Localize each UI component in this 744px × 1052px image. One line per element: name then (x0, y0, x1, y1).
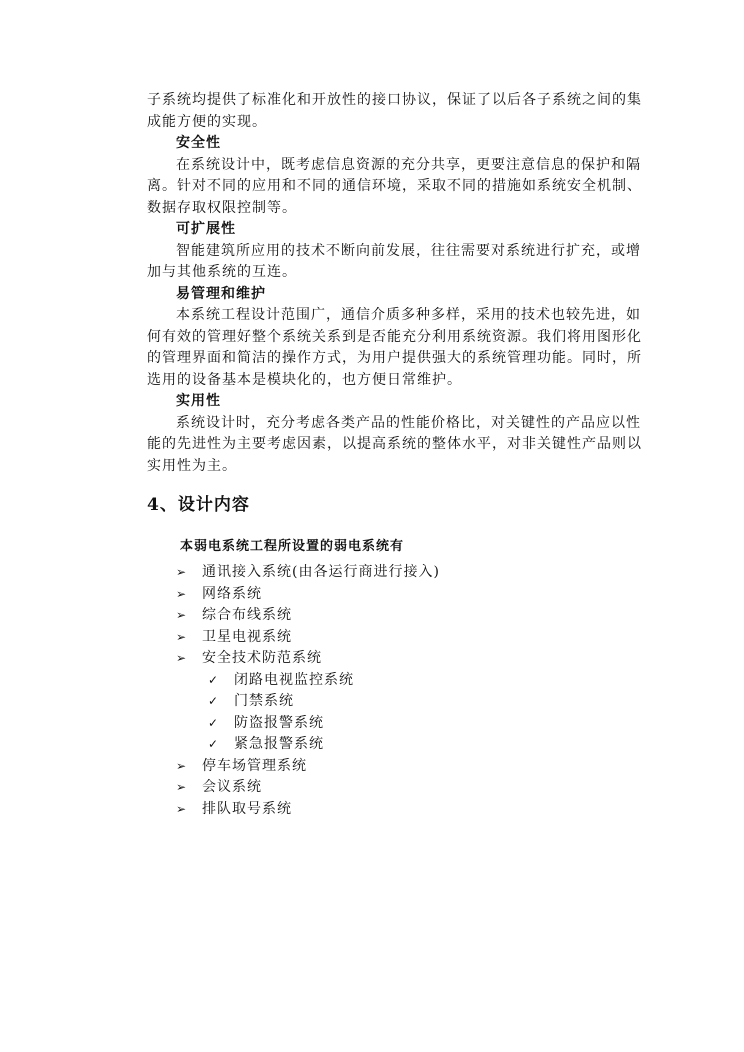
intro-line: 子系统均提供了标准化和开放性的接口协议，保证了以后各子系统之间的集 (147, 92, 642, 108)
list-item-text: 排队取号系统 (202, 800, 292, 817)
list-item (176, 627, 440, 649)
check-bullet-icon: ✓ (208, 737, 220, 751)
list-item (176, 648, 440, 670)
paragraph-line: 本系统工程设计范围广，通信介质多种多样，采用的技术也较先进，如 (176, 307, 641, 323)
arrow-bullet-icon: ➢ (176, 801, 188, 816)
list-item (176, 734, 440, 756)
list-item (176, 605, 440, 627)
paragraph-line: 的管理界面和简洁的操作方式，为用户提供强大的系统管理功能。同时，所 (147, 350, 642, 366)
section-heading-practicality: 实用性 (176, 393, 221, 409)
section-heading-security: 安全性 (176, 135, 221, 151)
check-bullet-icon: ✓ (208, 715, 220, 730)
arrow-bullet-icon: ➢ (176, 586, 188, 601)
arrow-bullet-icon: ➢ (176, 651, 188, 665)
list-item (176, 562, 440, 584)
list-item-text: 停车场管理系统 (202, 757, 307, 774)
system-list (176, 562, 440, 820)
list-item-text: 会议系统 (202, 779, 262, 795)
list-item-text: 卫星电视系统 (202, 628, 292, 645)
arrow-bullet-icon: ➢ (176, 780, 188, 794)
list-item (176, 713, 440, 735)
list-item-text: 防盗报警系统 (234, 714, 324, 731)
list-item-text: 通讯接入系统(由各运行商进行接入) (202, 564, 440, 580)
list-item (176, 670, 440, 692)
intro-line: 成能方便的实现。 (147, 113, 267, 130)
arrow-bullet-icon: ➢ (176, 608, 188, 622)
list-item (176, 777, 440, 799)
paragraph-line: 实用性为主。 (147, 457, 237, 474)
arrow-bullet-icon: ➢ (176, 758, 188, 773)
list-item (176, 691, 440, 713)
section-heading-manageability: 易管理和维护 (176, 285, 266, 302)
list-item-text: 综合布线系统 (202, 607, 292, 623)
list-item-text: 网络系统 (202, 585, 262, 602)
section-4-subtitle: 本弱电系统工程所设置的弱电系统有 (180, 539, 405, 554)
list-item (176, 799, 440, 821)
list-item-text: 紧急报警系统 (234, 736, 324, 752)
paragraph-line: 智能建筑所应用的技术不断向前发展，往往需要对系统进行扩充，或增 (176, 242, 641, 259)
document-body (147, 90, 647, 477)
list-item-text: 门禁系统 (234, 693, 294, 709)
paragraph-line: 离。针对不同的应用和不同的通信环境，采取不同的措施如系统安全机制、 (147, 178, 642, 194)
section-4-title: 4、设计内容 (147, 495, 250, 515)
arrow-bullet-icon: ➢ (176, 565, 188, 579)
check-bullet-icon: ✓ (208, 694, 220, 708)
list-item (176, 756, 440, 778)
paragraph-line: 何有效的管理好整个系统关系到是否能充分利用系统资源。我们将用图形化 (147, 328, 642, 345)
paragraph-line: 能的先进性为主要考虑因素，以提高系统的整体水平，对非关键性产品则以 (147, 436, 642, 452)
check-bullet-icon: ✓ (208, 672, 220, 687)
list-item-text: 闭路电视监控系统 (234, 671, 354, 688)
paragraph-line: 加与其他系统的互连。 (147, 264, 297, 280)
paragraph-line: 系统设计时，充分考虑各类产品的性能价格比，对关键性的产品应以性 (176, 414, 641, 431)
paragraph-line: 选用的设备基本是模块化的，也方便日常维护。 (147, 371, 462, 388)
paragraph-line: 数据存取权限控制等。 (147, 199, 297, 216)
list-item (176, 584, 440, 606)
list-item-text: 安全技术防范系统 (202, 650, 322, 666)
arrow-bullet-icon: ➢ (176, 629, 188, 644)
paragraph-line: 在系统设计中，既考虑信息资源的充分共享，更要注意信息的保护和隔 (176, 156, 641, 173)
section-heading-scalability: 可扩展性 (176, 221, 236, 237)
